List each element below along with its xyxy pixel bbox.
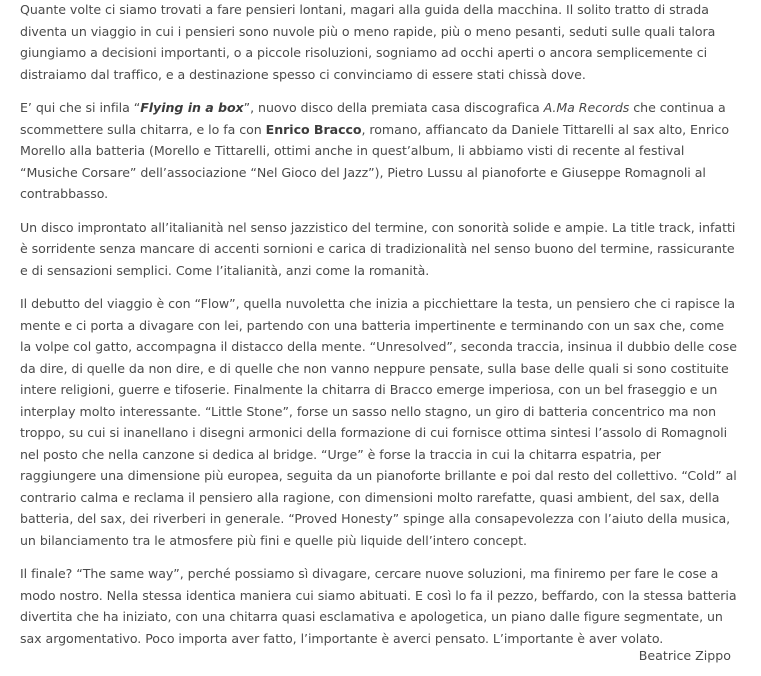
album-text-2: ”, nuovo disco della premiata casa discografica — [243, 100, 544, 115]
artist-name: Enrico Bracco — [265, 121, 362, 137]
album-text-4: , romano, affiancato da Daniele Tittarelli al sax alto, Enrico Morello alla batteria (Morello e Tittarelli, ottimi anche in quest’album, li abbiamo visti di recente al festival “Musiche Corsare” dell’associazione “Nel Gioco del Jazz”), Pietro Lussu al pianoforte e Giuseppe Romagnoli al contrabbasso. — [20, 121, 729, 201]
paragraph-italianita: Un disco improntato all’italianità nel senso jazzistico del termine, con sonorità solide e ampie. La title track, infatti è sorridente senza mancare di accenti sornioni e carica di tradizionalità nel senso buono del termine, rassicurante e di sensazioni semplici. Come l’italianità, anzi come la romanità. — [20, 219, 736, 278]
author-signature: Beatrice Zippo — [638, 648, 731, 663]
album-text-3: che continua a scommettere sulla chitarra, e lo fa con — [20, 100, 726, 137]
paragraph-tracks: Il debutto del viaggio è con “Flow”, quella nuvoletta che inizia a picchiettare la testa, un pensiero che ci rapisce la mente e ci porta a divagare con lei, partendo con una batteria impertinente e terminando con un sax che, come la volpe col gatto, accompagna il distacco della mente. “Unresolved”, seconda traccia, insinua il dubbio delle cose da dire, di quelle da non dire, e di quelle che non vanno neppure pensate, sulla base delle quali si sono costituite intere religioni, guerre e tifoserie. Finalmente la chitarra di Bracco emerge imperiosa, con un bel fraseggio e un interplay molto interessante. “Little Stone”, forse un sasso nello stagno, un giro di batteria concentrico ma non troppo, su cui si inanellano i disegni armonici della formazione di cui fornisce ottima sintesi l’assolo di Romagnoli nel posto che nella canzone si dedica al bridge. “Urge” è forse la traccia in cui la chitarra espatria, per raggiungere una dimensione più europea, seguita da un pianoforte brillante e poi dal resto del collettivo. “Cold” al contrario calma e reclama il pensiero alla ragione, con dimensioni molto rarefatte, quasi ambient, del sax, della batteria, del sax, dei riverberi in generale. “Proved Honesty” spinge alla consapevolezza con l’aiuto della musica, un bilanciamento tra le atmosfere più fini e quelle più liquide dell’intero concept. — [20, 296, 737, 548]
album-text-1: E’ qui che si infila “ — [20, 100, 141, 115]
album-title: Flying in a box — [140, 100, 244, 115]
paragraph-finale: Il finale? “The same way”, perché possiamo sì divagare, cercare nuove soluzioni, ma finiremo per fare le cose a modo nostro. Nella stessa identica maniera cui siamo abituati. E così lo fa il pezzo, beffardo, con la stessa batteria divertita che ha iniziato, con una chitarra quasi esclamativa e apologetica, un piano dalle figure segmentate, un sax argomentativo. Poco importa aver fatto, l’importante è averci pensato. L’importante è aver volato. — [20, 566, 737, 646]
paragraph-intro: Quante volte ci siamo trovati a fare pensieri lontani, magari alla guida della macchina. Il solito tratto di strada diventa un viaggio in cui i pensieri sono nuvole più o meno rapide, più o meno pesanti, seduti sulle quali talora giungiamo a decisioni importanti, o a piccole risoluzioni, sogniamo ad occhi aperti o ancora semplicemente ci distraiamo dal traffico, e a destinazione spesso ci convinciamo di essere stati chissà dove. — [20, 2, 716, 82]
paragraph-album — [20, 97, 738, 205]
record-label: A.Ma Records — [543, 100, 630, 115]
article-body — [20, 0, 738, 661]
